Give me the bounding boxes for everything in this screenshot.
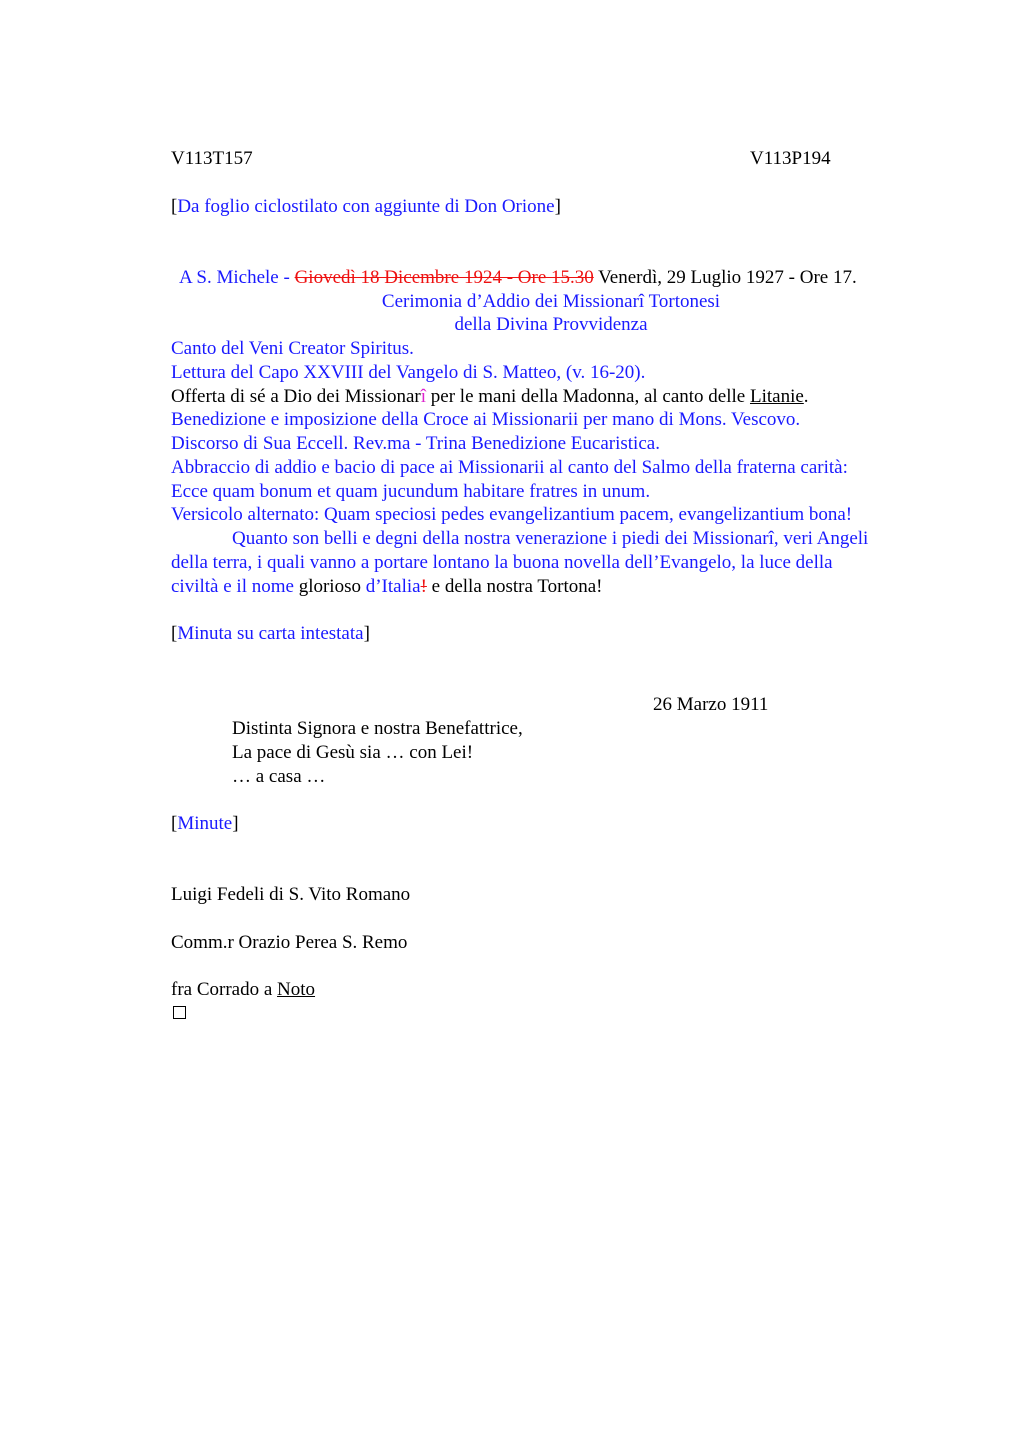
program-item-versicolo: Versicolo alternato: Quam speciosi pedes evangelizantium pacem, evangelizantium bona! bbox=[171, 504, 853, 525]
paragraph-glorioso: glorioso bbox=[293, 576, 366, 597]
program-item-ecce: Ecce quam bonum et quam jucundum habitare fratres in unum. bbox=[171, 481, 651, 502]
empty-box-glyph bbox=[173, 1006, 186, 1019]
bracket-close: ] bbox=[554, 196, 561, 217]
source-note-text: Minute bbox=[177, 813, 233, 834]
program-item-canto: Canto del Veni Creator Spiritus. bbox=[171, 338, 414, 359]
document-code-left: V113T157 bbox=[171, 148, 253, 169]
program-item-offerta bbox=[171, 385, 809, 409]
offerta-text-3: . bbox=[803, 386, 809, 407]
source-note-text: Da foglio ciclostilato con aggiunte di Don Orione bbox=[177, 196, 555, 217]
offerta-accent: î bbox=[420, 386, 427, 407]
bracket-open: [ bbox=[171, 623, 178, 644]
paragraph-civilta: civiltà e il nome bbox=[171, 576, 294, 597]
paragraph-tortona: e della nostra Tortona! bbox=[426, 576, 603, 597]
source-note-3 bbox=[171, 812, 239, 836]
program-item-discorso: Discorso di Sua Eccell. Rev.ma - Trina Benedizione Eucaristica. bbox=[171, 433, 660, 454]
ceremony-title-line bbox=[179, 266, 857, 290]
paragraph-line-1: Quanto son belli e degni della nostra venerazione i piedi dei Missionarî, veri Angeli bbox=[232, 528, 869, 549]
minute-entry-1: Luigi Fedeli di S. Vito Romano bbox=[171, 884, 411, 905]
ceremony-subtitle-1: Cerimonia d’Addio dei Missionarî Tortonesi bbox=[381, 291, 721, 312]
minute-entry-3-place: Noto bbox=[277, 979, 316, 1000]
paragraph-line-3 bbox=[171, 575, 603, 599]
letter-salutation: Distinta Signora e nostra Benefattrice, bbox=[232, 718, 523, 739]
paragraph-line-2: della terra, i quali vanno a portare lontano la buona novella dell’Evangelo, la luce della bbox=[171, 552, 833, 573]
letter-line-3: … a casa … bbox=[232, 766, 326, 787]
minute-entry-3-prefix: fra Corrado a bbox=[171, 979, 278, 1000]
bracket-open: [ bbox=[171, 196, 178, 217]
offerta-litanie: Litanie bbox=[749, 386, 804, 407]
offerta-text-1: Offerta di sé a Dio dei Missionar bbox=[171, 386, 421, 407]
ceremony-place: A S. Michele - bbox=[179, 267, 295, 288]
paragraph-struck-mark: ! bbox=[420, 576, 427, 597]
letter-line-2: La pace di Gesù sia … con Lei! bbox=[232, 742, 474, 763]
ceremony-subtitle-2: della Divina Provvidenza bbox=[454, 314, 648, 335]
source-note-1 bbox=[171, 195, 561, 219]
offerta-text-2: per le mani della Madonna, al canto delle bbox=[426, 386, 750, 407]
struck-date: Giovedì 18 Dicembre 1924 - Ore 15.30 bbox=[294, 267, 594, 288]
new-date: Venerdì, 29 Luglio 1927 - Ore 17. bbox=[593, 267, 857, 288]
minute-entry-3 bbox=[171, 978, 315, 1002]
source-note-2 bbox=[171, 622, 370, 646]
program-item-lettura: Lettura del Capo XXVIII del Vangelo di S. Matteo, (v. 16-20). bbox=[171, 362, 646, 383]
letter-date: 26 Marzo 1911 bbox=[653, 694, 769, 715]
paragraph-italia: d’Italia bbox=[365, 576, 421, 597]
program-item-abbraccio: Abbraccio di addio e bacio di pace ai Missionarii al canto del Salmo della fraterna carità: bbox=[171, 457, 848, 478]
bracket-close: ] bbox=[232, 813, 239, 834]
bracket-close: ] bbox=[363, 623, 370, 644]
bracket-open: [ bbox=[171, 813, 178, 834]
minute-entry-2: Comm.r Orazio Perea S. Remo bbox=[171, 932, 408, 953]
program-item-benedizione: Benedizione e imposizione della Croce ai Missionarii per mano di Mons. Vescovo. bbox=[171, 409, 801, 430]
document-code-right: V113P194 bbox=[750, 148, 831, 169]
source-note-text: Minuta su carta intestata bbox=[177, 623, 364, 644]
